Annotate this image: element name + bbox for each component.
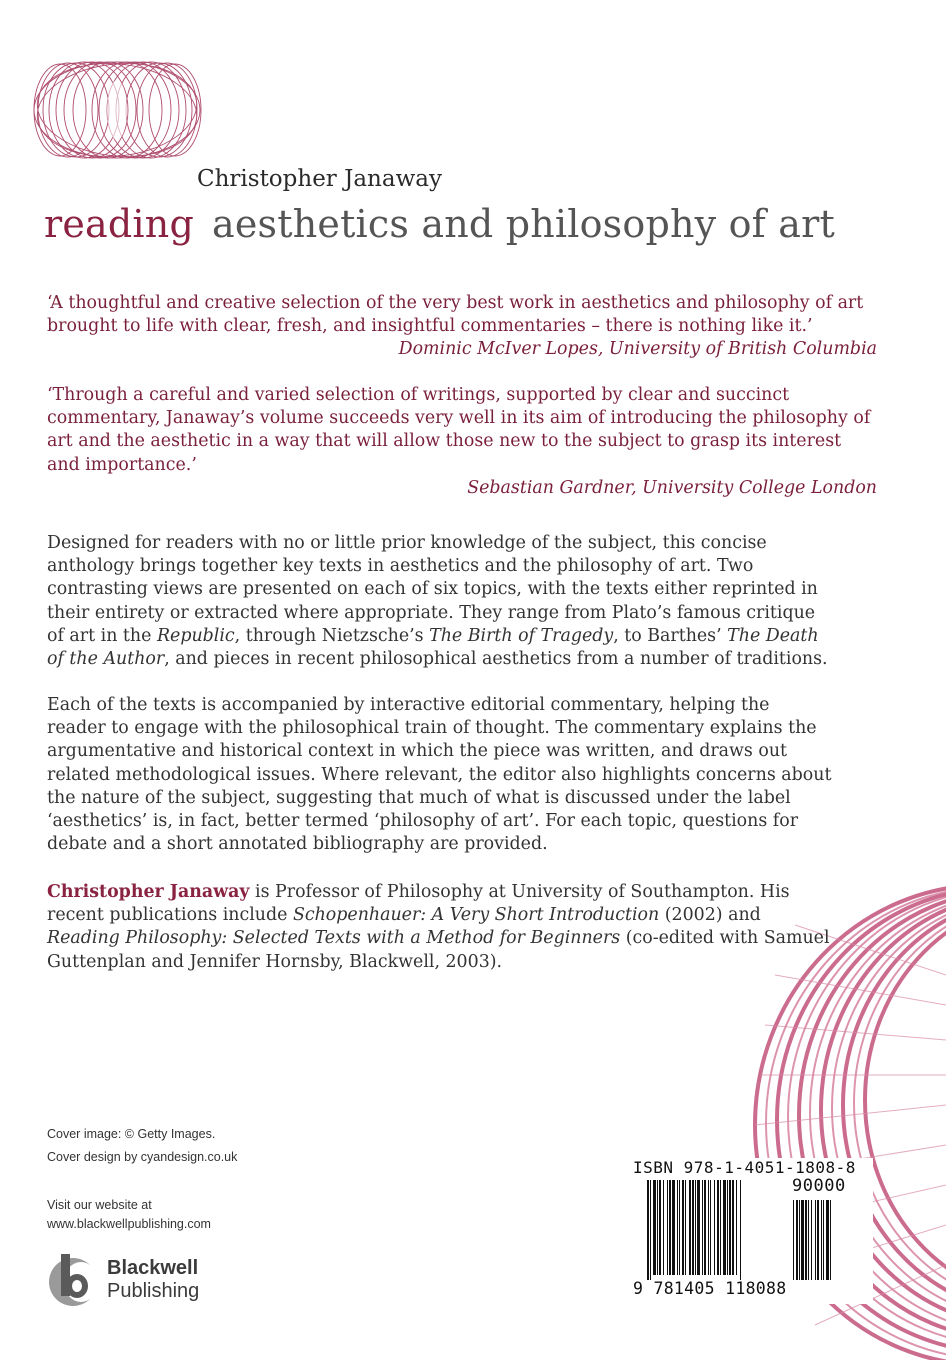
barcode-digits: 9 781405 118088 [633, 1279, 787, 1298]
text-run: , through Nietzsche’s [234, 625, 430, 646]
book-title-republic: Republic [156, 625, 235, 646]
isbn-barcode [633, 1158, 873, 1304]
book-title [44, 202, 835, 246]
book-title-schopenhauer: Schopenhauer: A Very Short Introduction [292, 905, 660, 926]
description-paragraph-2: Each of the texts is accompanied by interactive editorial commentary, helping the reader to engage with the philosophical train of thought. The commentary explains the argumentative and historical context in which the piece was written, and draws out related methodological issues. Where relevant, the editor also highlights concerns about the nature of the subject, suggesting that much of what is discussed under the label ‘aesthetics’ is, in fact, better termed ‘philosophy of art’. For each topic, questions for debate and a short annotated bibliography are provided. [47, 695, 832, 855]
publisher-line-2: Publishing [107, 1280, 200, 1302]
quote-attribution: Sebastian Gardner, University College London [467, 477, 877, 498]
barcode-bars [633, 1180, 873, 1280]
publisher-name [107, 1257, 199, 1303]
slinky-coil-image-top [30, 55, 205, 165]
text-run: (co-edited with Samuel Guttenplan and Jennifer Hornsby, Blackwell, 2003). [47, 928, 830, 972]
author-bio [47, 881, 832, 974]
website-notice [47, 1196, 211, 1234]
bio-author-name: Christopher Janaway [47, 882, 250, 902]
book-title-death-of-author: The Death of the Author [47, 625, 819, 670]
series-word: reading [44, 202, 194, 246]
quote-attribution: Dominic McIver Lopes, University of British Columbia [398, 339, 877, 360]
website-url: www.blackwellpublishing.com [47, 1217, 211, 1231]
description-paragraph-1 [47, 532, 832, 671]
endorsement-quote-1 [47, 292, 877, 362]
cover-image-credit: Cover image: © Getty Images. [47, 1127, 216, 1141]
isbn-label: ISBN 978-1-4051-1808-8 [633, 1158, 856, 1177]
text-run: , to Barthes’ [613, 625, 728, 646]
title-text: aesthetics and philosophy of art [212, 202, 835, 246]
endorsement-quote-2 [47, 384, 877, 500]
quote-text: ‘A thoughtful and creative selection of the very best work in aesthetics and philosophy of art brought to life with clear, fresh, and insightful commentaries – there is nothing like it.’ [47, 293, 864, 337]
text-run: (2002) and [659, 905, 761, 926]
blackwell-logo-icon [47, 1252, 99, 1308]
publisher-logo [47, 1252, 207, 1308]
quote-text: ‘Through a careful and varied selection of writings, supported by clear and succinct commentary, Janaway’s volume succeeds very well in its aim of introducing the philosophy of art and the aesthetic in a way that will allow those new to the subject to grasp its interest and importance.’ [47, 385, 871, 475]
text-run: , and pieces in recent philosophical aesthetics from a number of traditions. [164, 649, 828, 670]
book-title-birth-of-tragedy: The Birth of Tragedy [429, 625, 614, 646]
text-run: Designed for readers with no or little prior knowledge of the subject, this concise anthology brings together key texts in aesthetics and the philosophy of art. Two contrasting views are presented on each of six topics, with the texts either reprinted in their entirety or extracted where appropriate. They range from Plato’s famous critique of art in the [47, 533, 818, 646]
publisher-line-1: Blackwell [107, 1257, 199, 1279]
author-name: Christopher Janaway [197, 166, 442, 192]
price-code: 90000 [792, 1176, 846, 1196]
text-run: is Professor of Philosophy at University of Southampton. His recent publications include [47, 882, 790, 926]
cover-design-credit: Cover design by cyandesign.co.uk [47, 1150, 238, 1164]
visit-label: Visit our website at [47, 1198, 152, 1212]
book-title-reading-philosophy: Reading Philosophy: Selected Texts with a Method for Beginners [47, 928, 621, 949]
